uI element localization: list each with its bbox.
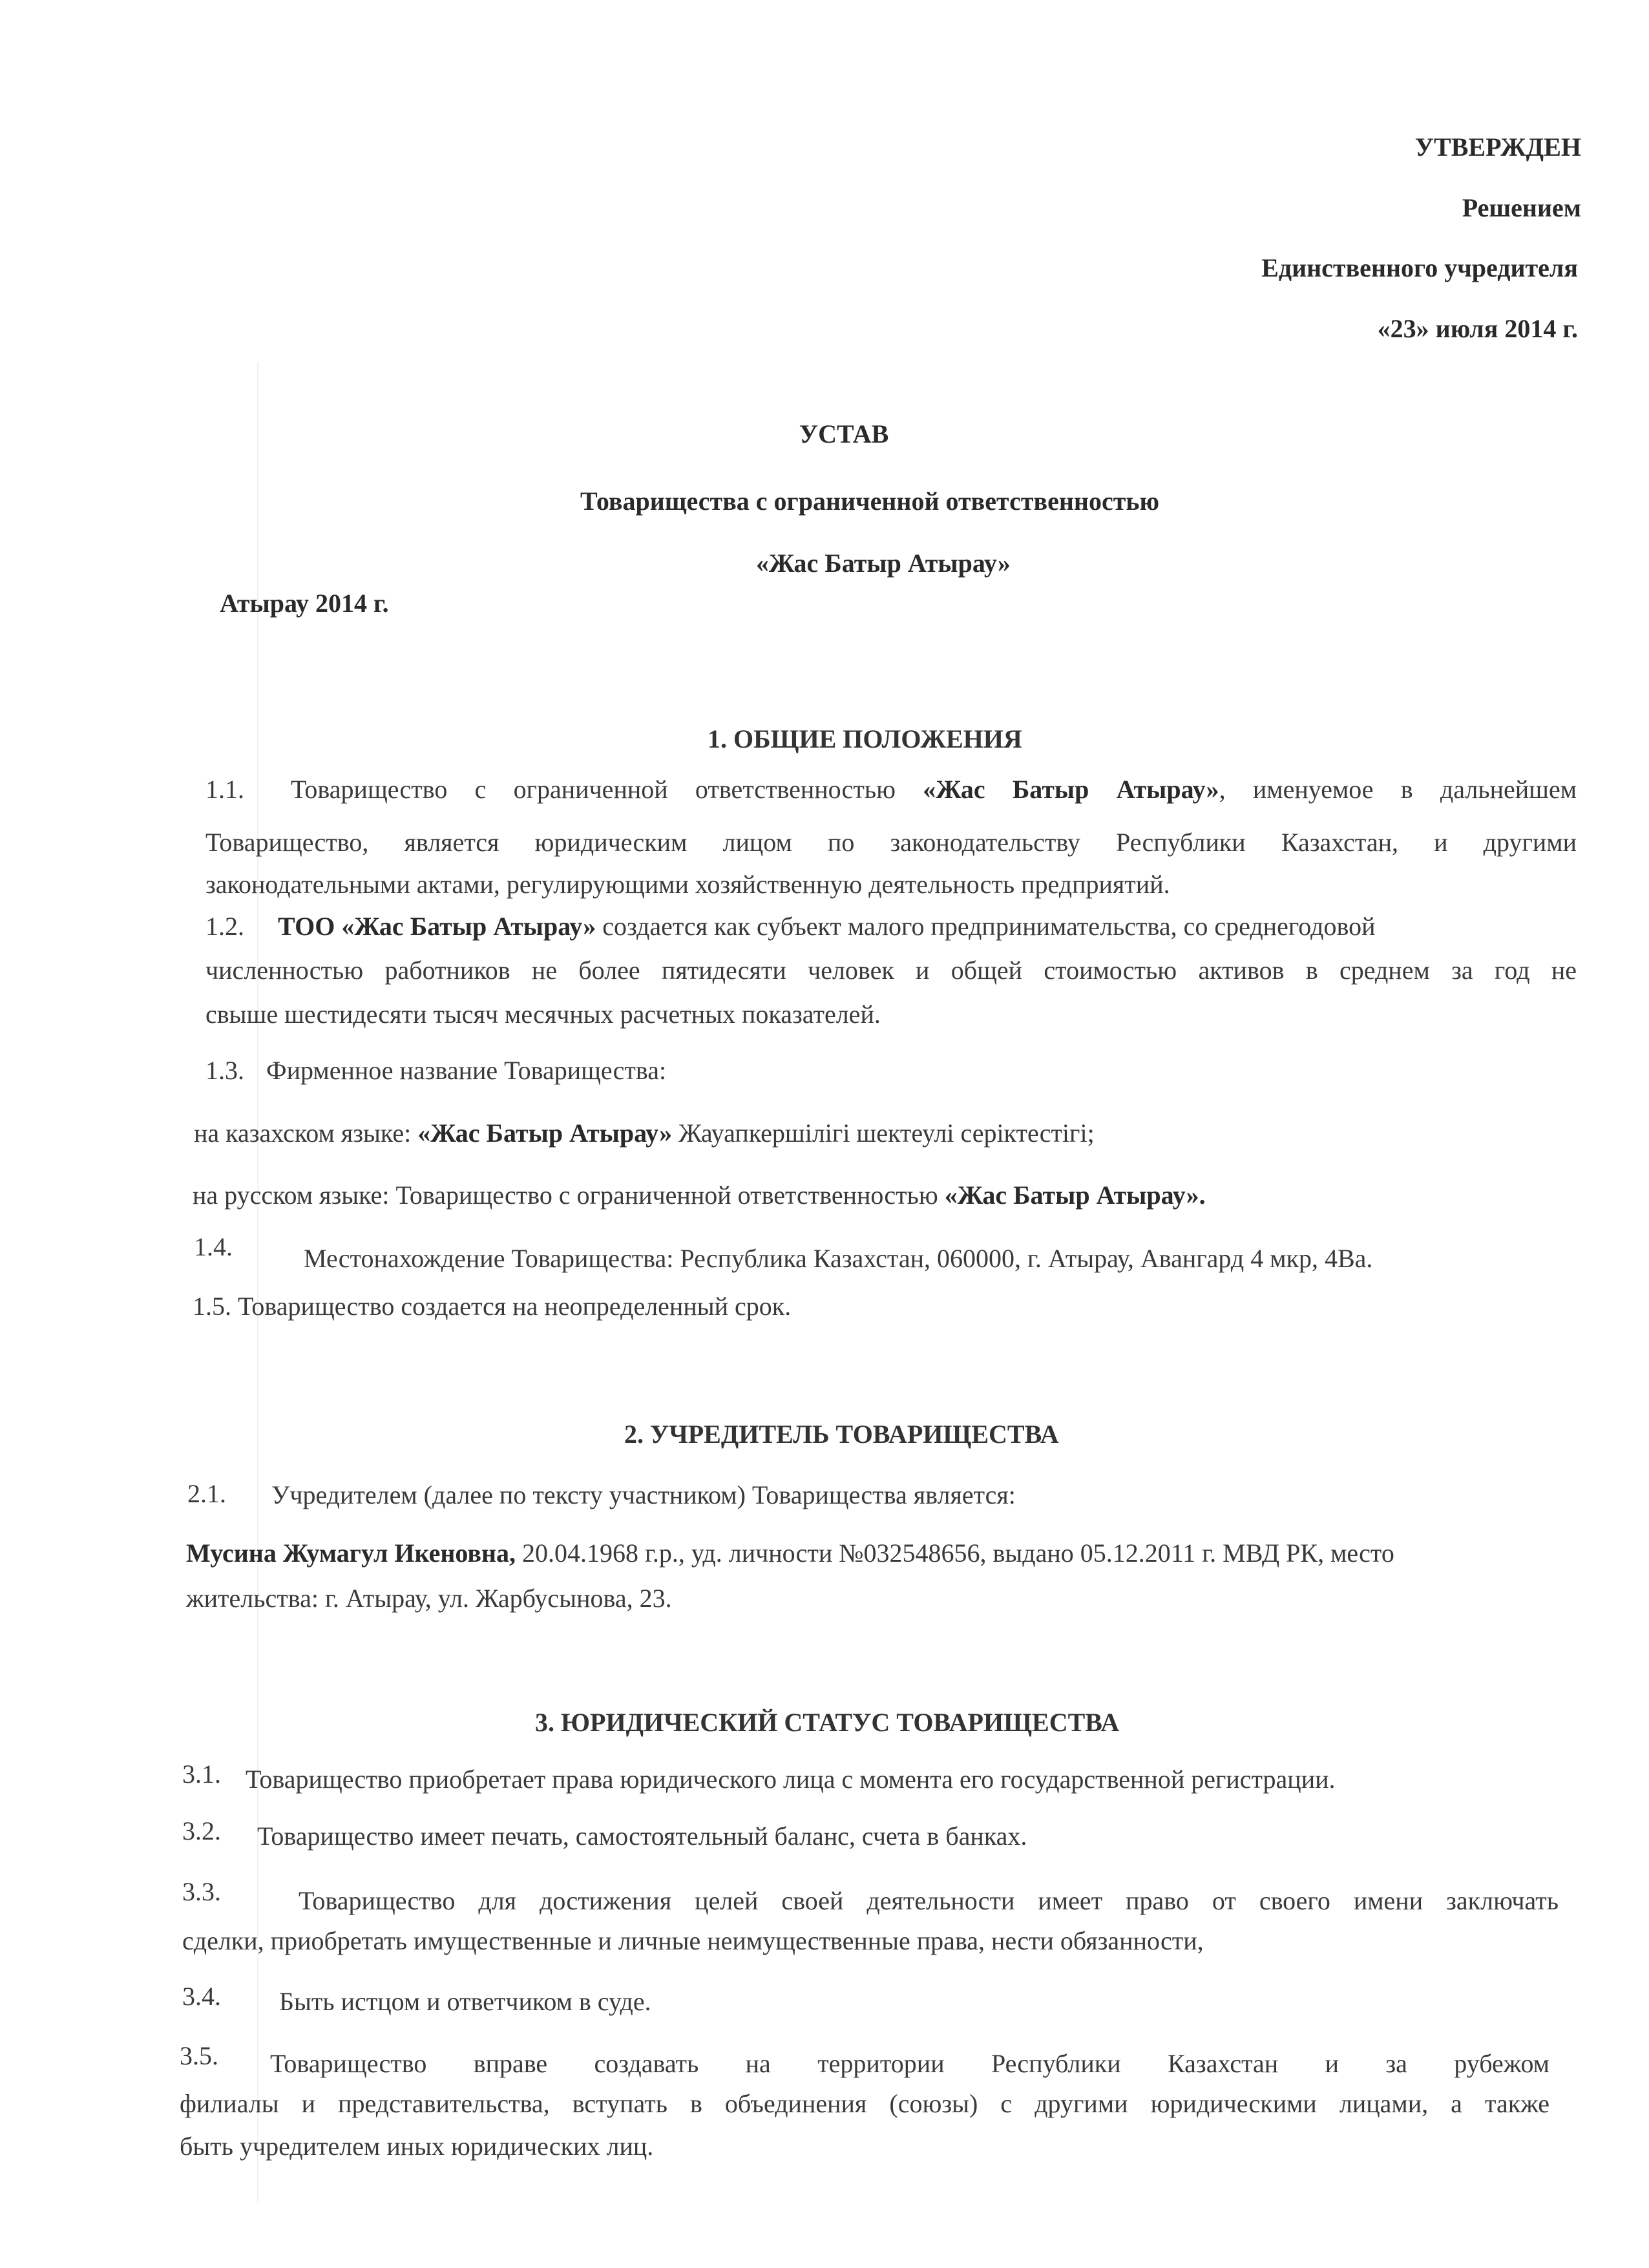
clause-3-5-line-2: филиалы и представительства, вступать в объединения (союзы) с другими юридическими лицами, а также [180,2089,1549,2118]
clause-number: 3.1. [182,1759,221,1789]
clause-3-3-line-1: Товарищество для достижения целей своей деятельности имеет право от своего имени заключать [299,1886,1559,1915]
clause-3-3-line-2: сделки, приобретать имущественные и личные неимущественные права, нести обязанности, [182,1926,1204,1955]
clause-1-1-line-3: законодательными актами, регулирующими хозяйственную деятельность предприятий. [205,870,1170,899]
document-title: УСТАВ [799,419,889,448]
clause-text: Жауапкершілігі шектеулі серіктестігі; [672,1118,1095,1148]
clause-1-2-line-1 [278,911,1577,942]
clause-3-2-line-1: Товарищество имеет печать, самостоятельный баланс, счета в банках. [257,1822,1027,1851]
clause-number: 3.2. [182,1816,221,1845]
company-name-bold: ТОО «Жас Батыр Атырау» [278,912,596,941]
clause-3-1-line-1: Товарищество приобретает права юридического лица с момента его государственной регистрации. [246,1765,1336,1794]
company-name: «Жас Батыр Атырау» [756,549,1011,578]
approval-line-approved: УТВЕРЖДЕН [1414,132,1581,162]
clause-text: создается как субъект малого предпринимательства, со среднегодовой [596,912,1376,941]
clause-number: 1.2. [205,912,244,941]
clause-number: 3.5. [180,2041,218,2070]
name-russian [193,1180,1206,1211]
approval-line-decision: Решением [1462,193,1581,222]
clause-1-4-line-1: Местонахождение Товарищества: Республика Казахстан, 060000, г. Атырау, Авангард 4 мкр, 4Ва. [304,1244,1373,1273]
section-heading: 3. ЮРИДИЧЕСКИЙ СТАТУС ТОВАРИЩЕСТВА [535,1708,1120,1737]
clause-1-1-line-2: Товарищество, является юридическим лицом по законодательству Республики Казахстан, и другими [205,828,1577,857]
clause-text: , именуемое в дальнейшем [1219,775,1577,804]
company-name-bold: «Жас Батыр Атырау» [417,1118,673,1148]
clause-3-5-line-3: быть учредителем иных юридических лиц. [180,2132,654,2161]
founder-line-1 [186,1538,1394,1569]
approval-date: «23» июля 2014 г. [1377,314,1578,343]
clause-text: Товарищество с ограниченной ответственностью [291,775,896,804]
approval-line-founder: Единственного учредителя [1261,253,1578,282]
founder-line-2: жительства: г. Атырау, ул. Жарбусынова, 23. [186,1584,672,1613]
section-heading: 1. ОБЩИЕ ПОЛОЖЕНИЯ [708,724,1022,753]
clause-1-2-line-3: свыше шестидесяти тысяч месячных расчетных показателей. [205,1000,881,1029]
clause-number: 1.4. [194,1232,233,1261]
document-subtitle: Товарищества с ограниченной ответственностью [580,487,1160,516]
founder-name: Мусина Жумагул Икеновна, [186,1538,516,1568]
clause-number: 2.1. [187,1479,226,1508]
clause-1-2-line-2: численностью работников не более пятидесяти человек и общей стоимостью активов в среднем за год не [205,956,1577,985]
clause-number: 1.3. [205,1056,244,1085]
clause-1-3-line-1: Фирменное название Товарищества: [266,1056,667,1085]
clause-text: 20.04.1968 г.р., уд. личности №032548656, выдано 05.12.2011 г. МВД РК, место [516,1538,1394,1568]
clause-2-1-line-1: Учредителем (далее по тексту участником) Товарищества является: [271,1480,1016,1509]
clause-1-5: 1.5. Товарищество создается на неопределенный срок. [193,1292,792,1321]
clause-text: на русском языке: Товарищество с ограниченной ответственностью [193,1181,945,1210]
clause-3-4-line-1: Быть истцом и ответчиком в суде. [279,1987,651,2016]
clause-1-1-line-1 [291,774,1577,805]
clause-text: на казахском языке: [194,1118,418,1148]
place-year: Атырау 2014 г. [220,589,389,618]
company-name-bold: «Жас Батыр Атырау». [944,1181,1206,1210]
name-kazakh [194,1118,1095,1149]
section-heading: 2. УЧРЕДИТЕЛЬ ТОВАРИЩЕСТВА [624,1420,1059,1449]
clause-3-5-line-1: Товарищество вправе создавать на территории Республики Казахстан и за рубежом [270,2049,1549,2078]
clause-number: 3.4. [182,1982,221,2011]
clause-number: 3.3. [182,1877,221,1906]
clause-number: 1.1. [205,775,244,804]
company-name-bold: «Жас Батыр Атырау» [923,775,1219,804]
